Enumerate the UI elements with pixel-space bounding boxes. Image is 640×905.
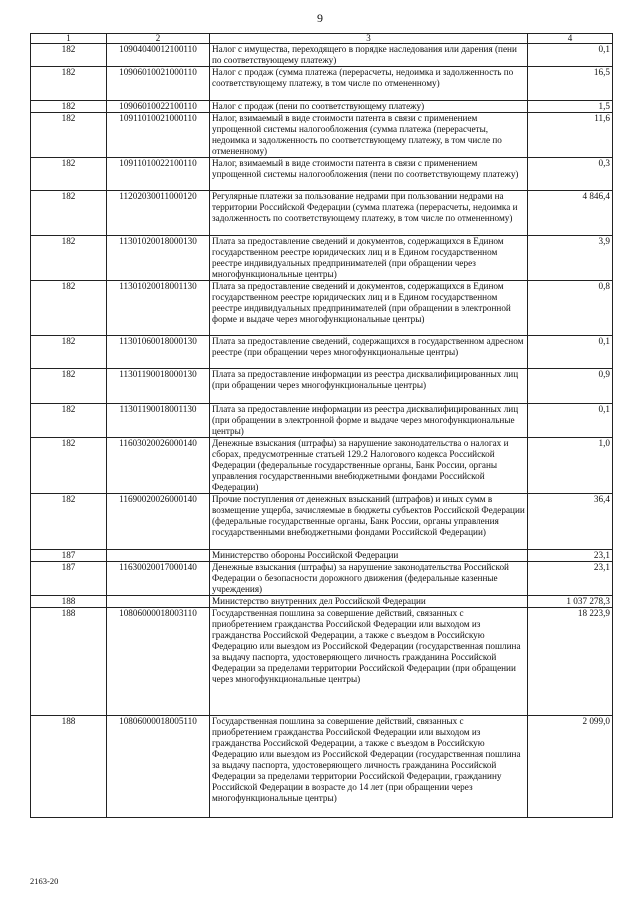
classification-code-cell: 10906010022100110 — [107, 101, 210, 113]
admin-code-cell: 182 — [31, 191, 107, 236]
admin-code-cell: 182 — [31, 494, 107, 550]
revenue-name-cell: Плата за предоставление сведений и документов, содержащихся в Едином государственном реестре юридических лиц и в Едином государственном реестре индивидуальных предпринимателей (при обращении в электронной форме и выдаче через многофункциональные центры) — [210, 281, 528, 336]
header-cell-3: 3 — [210, 34, 528, 44]
amount-cell: 2 099,0 — [528, 716, 613, 818]
admin-code-cell: 188 — [31, 596, 107, 608]
table-row — [31, 67, 613, 101]
revenue-name-cell: Налог с продаж (сумма платежа (перерасчеты, недоимка и задолженность по соответствующему платежу, в том числе по отмененному) — [210, 67, 528, 101]
admin-code-cell: 182 — [31, 44, 107, 67]
revenue-name-cell: Плата за предоставление информации из реестра дисквалифицированных лиц (при обращении через многофункциональные центры) — [210, 369, 528, 404]
header-cell-2: 2 — [107, 34, 210, 44]
table-row — [31, 44, 613, 67]
admin-code-cell: 187 — [31, 550, 107, 562]
table-row — [31, 158, 613, 191]
table-row — [31, 494, 613, 550]
amount-cell: 18 223,9 — [528, 608, 613, 716]
table-row — [31, 550, 613, 562]
revenue-name-cell: Министерство обороны Российской Федерации — [210, 550, 528, 562]
table-row — [31, 336, 613, 369]
admin-code-cell: 182 — [31, 101, 107, 113]
classification-code-cell: 10911010021000110 — [107, 113, 210, 158]
admin-code-cell: 182 — [31, 336, 107, 369]
classification-code-cell: 10911010022100110 — [107, 158, 210, 191]
amount-cell: 0,8 — [528, 281, 613, 336]
table-row — [31, 101, 613, 113]
table-header-row — [31, 34, 613, 44]
amount-cell: 16,5 — [528, 67, 613, 101]
table-row — [31, 281, 613, 336]
revenue-name-cell: Денежные взыскания (штрафы) за нарушение законодательства о налогах и сборах, предусмотренные статьей 129.2 Налогового кодекса Российской Федерации (федеральные государственные органы, Банк России, органы управления государственными внебюджетными фондами Российской Федерации) — [210, 438, 528, 494]
admin-code-cell: 187 — [31, 562, 107, 596]
amount-cell: 23,1 — [528, 562, 613, 596]
amount-cell: 11,6 — [528, 113, 613, 158]
table-row — [31, 236, 613, 281]
admin-code-cell: 182 — [31, 113, 107, 158]
classification-code-cell: 11301190018001130 — [107, 404, 210, 438]
amount-cell: 3,9 — [528, 236, 613, 281]
revenue-name-cell: Прочие поступления от денежных взысканий (штрафов) и иных сумм в возмещение ущерба, зачисляемые в бюджеты субъектов Российской Федерации (федеральные государственные органы, Банк России, органы управления государственными внебюджетными фондами Российской Федерации) — [210, 494, 528, 550]
revenue-name-cell: Государственная пошлина за совершение действий, связанных с приобретением гражданства Российской Федерации или выходом из гражданства Российской Федерации, а также с въездом в Российскую Федерацию или выездом из Российской Федерации (государственная пошлина за выдачу паспорта, удостоверяющего личность гражданина Российской Федерации за пределами территории Российской Федерации, гражданину Российской Федерации в возрасте до 14 лет (при обращении через многофункциональные центры) — [210, 716, 528, 818]
admin-code-cell: 188 — [31, 608, 107, 716]
revenue-name-cell: Плата за предоставление сведений, содержащихся в государственном адресном реестре (при обращении через многофункциональные центры) — [210, 336, 528, 369]
admin-code-cell: 182 — [31, 67, 107, 101]
classification-code-cell: 10904040012100110 — [107, 44, 210, 67]
amount-cell: 1,5 — [528, 101, 613, 113]
amount-cell: 0,1 — [528, 44, 613, 67]
admin-code-cell: 182 — [31, 404, 107, 438]
amount-cell: 23,1 — [528, 550, 613, 562]
classification-code-cell: 11690020026000140 — [107, 494, 210, 550]
admin-code-cell: 182 — [31, 281, 107, 336]
amount-cell: 0,1 — [528, 404, 613, 438]
classification-code-cell: 11603020026000140 — [107, 438, 210, 494]
table-row — [31, 596, 613, 608]
revenue-name-cell: Государственная пошлина за совершение действий, связанных с приобретением гражданства Российской Федерации или выходом из гражданства Российской Федерации, а также с въездом в Российскую Федерацию или выездом из Российской Федерации (государственная пошлина за выдачу паспорта, удостоверяющего личность гражданина Российской Федерации за пределами территории Российской Федерации (при обращении через многофункциональные центры) — [210, 608, 528, 716]
revenue-name-cell: Плата за предоставление сведений и документов, содержащихся в Едином государственном реестре юридических лиц и в Едином государственном реестре индивидуальных предпринимателей (при обращении через многофункциональные центры) — [210, 236, 528, 281]
header-cell-4: 4 — [528, 34, 613, 44]
table-row — [31, 369, 613, 404]
amount-cell: 0,3 — [528, 158, 613, 191]
classification-code-cell: 10906010021000110 — [107, 67, 210, 101]
revenue-name-cell: Налог, взимаемый в виде стоимости патента в связи с применением упрощенной системы налогообложения (пени по соответствующему платежу) — [210, 158, 528, 191]
amount-cell: 1,0 — [528, 438, 613, 494]
admin-code-cell: 182 — [31, 236, 107, 281]
page-number: 9 — [317, 11, 323, 25]
table-row — [31, 404, 613, 438]
admin-code-cell: 188 — [31, 716, 107, 818]
table-row — [31, 716, 613, 818]
revenue-table-body — [31, 34, 613, 818]
classification-code-cell: 11301020018000130 — [107, 236, 210, 281]
classification-code-cell — [107, 596, 210, 608]
classification-code-cell: 10806000018003110 — [107, 608, 210, 716]
document-code: 2163-20 — [30, 876, 59, 886]
revenue-name-cell: Плата за предоставление информации из реестра дисквалифицированных лиц (при обращении в электронной форме и выдаче через многофункциональные центры) — [210, 404, 528, 438]
classification-code-cell: 11202030011000120 — [107, 191, 210, 236]
classification-code-cell: 11301060018000130 — [107, 336, 210, 369]
classification-code-cell: 10806000018005110 — [107, 716, 210, 818]
classification-code-cell: 11301190018000130 — [107, 369, 210, 404]
admin-code-cell: 182 — [31, 438, 107, 494]
amount-cell: 4 846,4 — [528, 191, 613, 236]
revenue-name-cell: Налог, взимаемый в виде стоимости патента в связи с применением упрощенной системы налогообложения (сумма платежа (перерасчеты, недоимка и задолженность по соответствующему платежу, в том числе по отмененному) — [210, 113, 528, 158]
table-row — [31, 191, 613, 236]
table-row — [31, 608, 613, 716]
table-row — [31, 438, 613, 494]
revenue-name-cell: Налог с продаж (пени по соответствующему платежу) — [210, 101, 528, 113]
table-row — [31, 562, 613, 596]
classification-code-cell: 11630020017000140 — [107, 562, 210, 596]
amount-cell: 0,1 — [528, 336, 613, 369]
revenue-name-cell: Регулярные платежи за пользование недрами при пользовании недрами на территории Российской Федерации (сумма платежа (перерасчеты, недоимка и задолженность по соответствующему платежу, в том числе по отмененному) — [210, 191, 528, 236]
header-cell-1: 1 — [31, 34, 107, 44]
classification-code-cell — [107, 550, 210, 562]
revenue-table — [30, 33, 613, 818]
amount-cell: 0,9 — [528, 369, 613, 404]
amount-cell: 1 037 278,3 — [528, 596, 613, 608]
table-row — [31, 113, 613, 158]
admin-code-cell: 182 — [31, 369, 107, 404]
revenue-name-cell: Министерство внутренних дел Российской Федерации — [210, 596, 528, 608]
admin-code-cell: 182 — [31, 158, 107, 191]
classification-code-cell: 11301020018001130 — [107, 281, 210, 336]
amount-cell: 36,4 — [528, 494, 613, 550]
revenue-name-cell: Налог с имущества, переходящего в порядке наследования или дарения (пени по соответствующему платежу) — [210, 44, 528, 67]
revenue-name-cell: Денежные взыскания (штрафы) за нарушение законодательства Российской Федерации о безопасности дорожного движения (федеральные казенные учреждения) — [210, 562, 528, 596]
